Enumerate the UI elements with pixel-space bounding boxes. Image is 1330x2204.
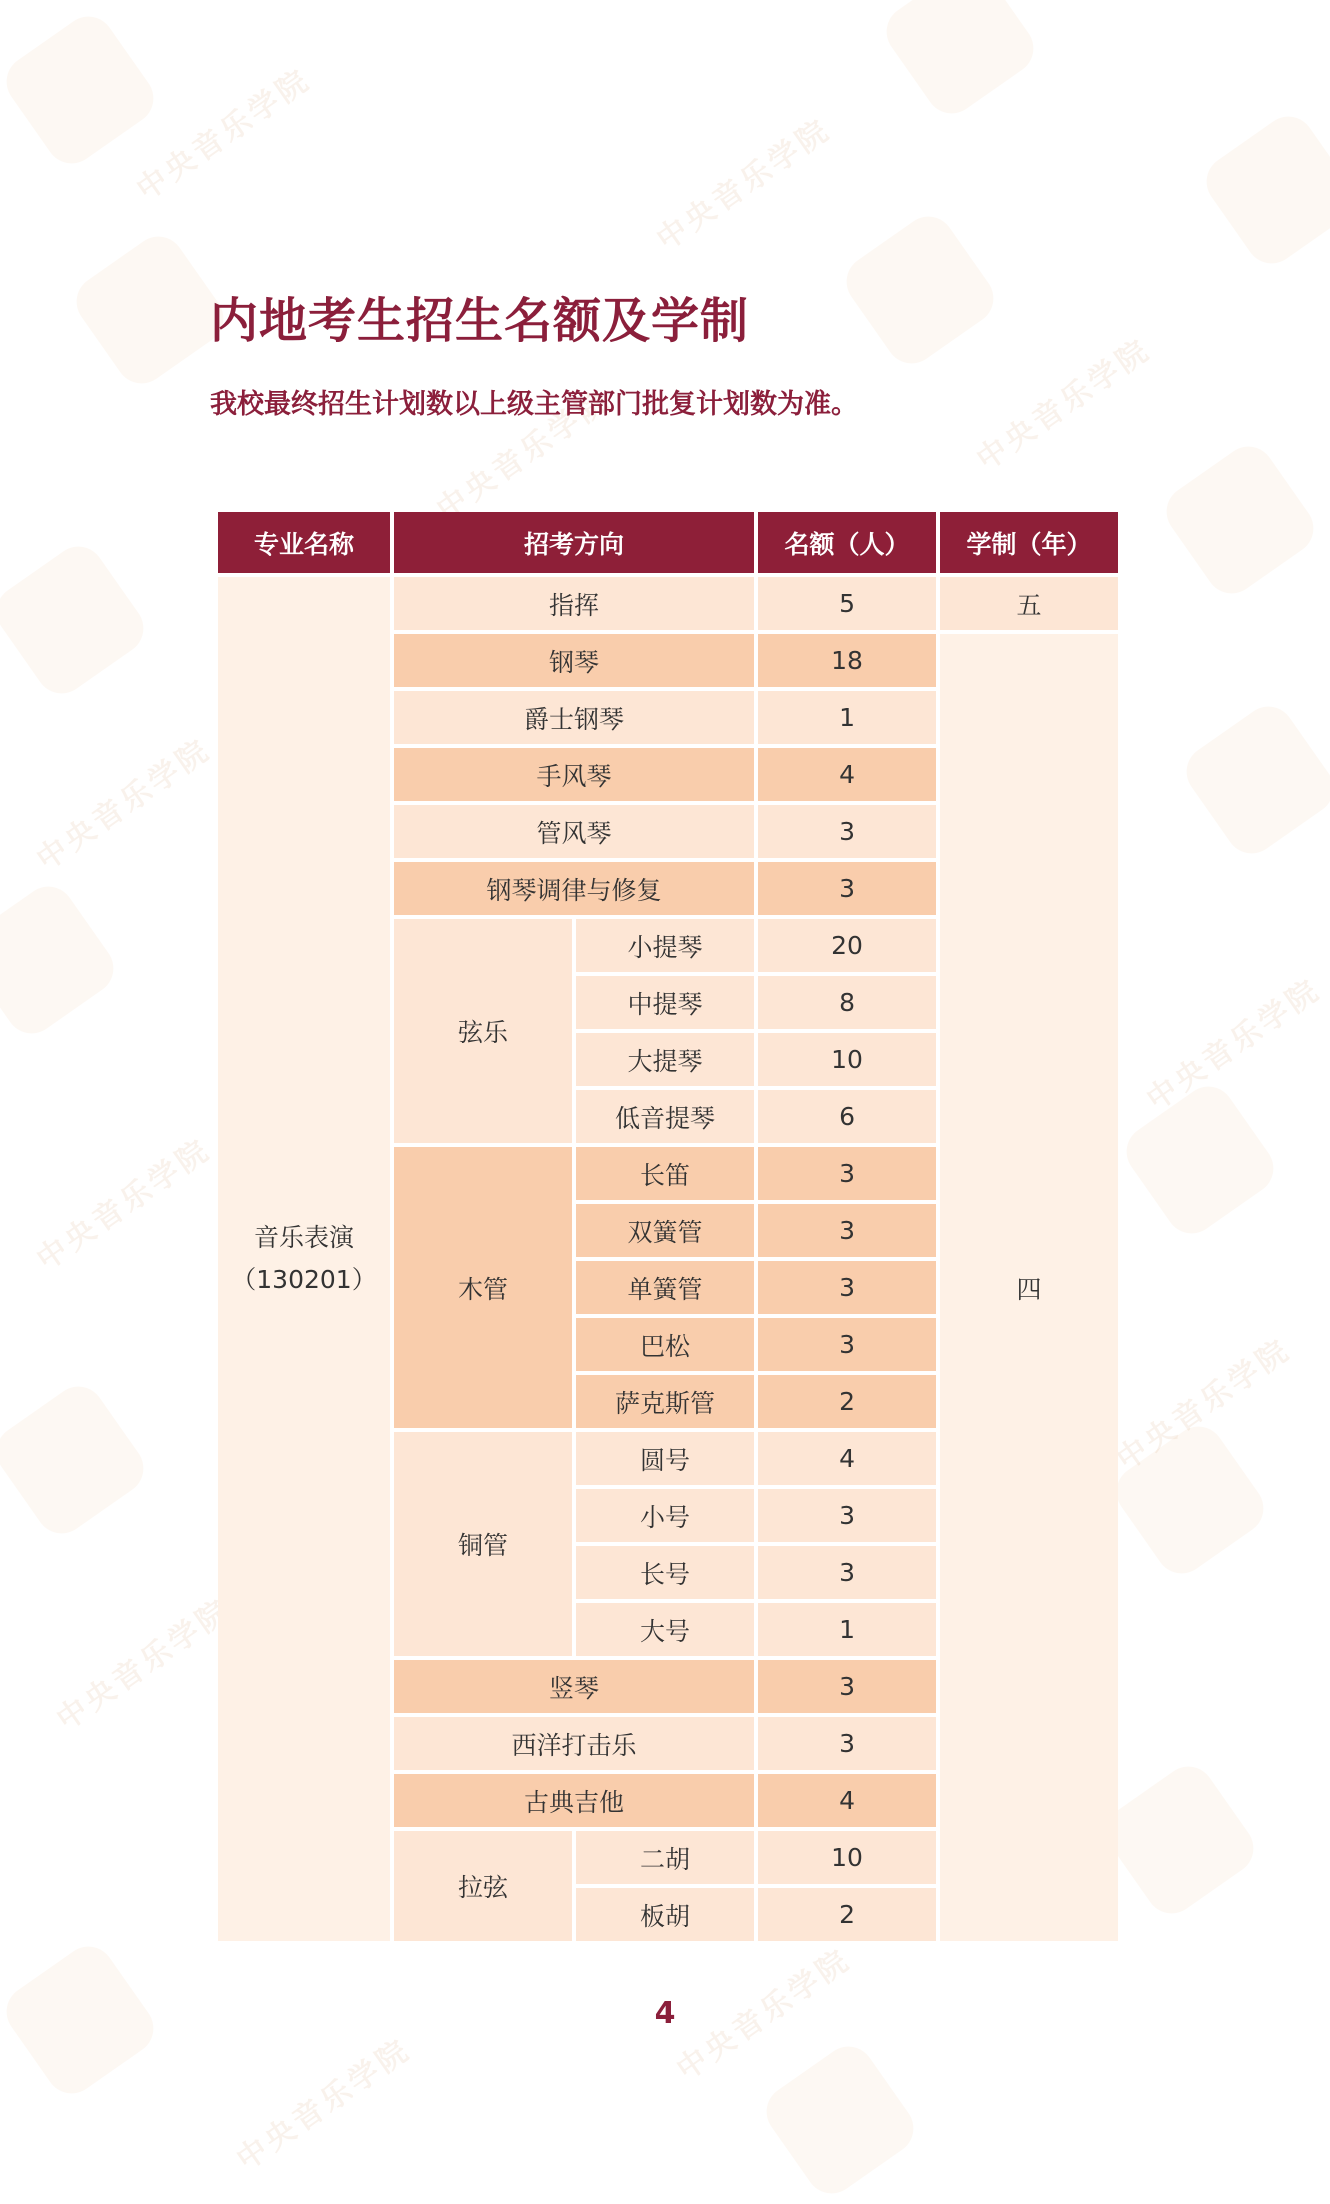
group-cell-brass: 铜管 — [394, 1432, 572, 1656]
quota-cell: 8 — [758, 976, 936, 1029]
quota-cell: 4 — [758, 1432, 936, 1485]
major-code: （130201） — [231, 1265, 377, 1294]
quota-cell: 3 — [758, 1147, 936, 1200]
direction-cell: 管风琴 — [394, 805, 754, 858]
header-direction: 招考方向 — [394, 512, 754, 573]
quota-cell: 5 — [758, 577, 936, 630]
quota-cell: 6 — [758, 1090, 936, 1143]
watermark-logo — [66, 226, 233, 393]
quota-cell: 1 — [758, 691, 936, 744]
direction-cell: 指挥 — [394, 577, 754, 630]
direction-cell: 大提琴 — [576, 1033, 754, 1086]
direction-cell: 小提琴 — [576, 919, 754, 972]
quota-table — [214, 508, 1122, 1945]
direction-cell: 西洋打击乐 — [394, 1717, 754, 1770]
watermark-text: 中央音乐学院 — [1110, 1332, 1298, 1478]
group-cell-woodwind: 木管 — [394, 1147, 572, 1428]
watermark-logo — [0, 536, 154, 703]
quota-cell: 3 — [758, 1717, 936, 1770]
direction-cell: 大号 — [576, 1603, 754, 1656]
direction-cell: 手风琴 — [394, 748, 754, 801]
watermark-logo — [756, 2036, 923, 2203]
watermark-logo — [1116, 1076, 1283, 1243]
quota-cell: 2 — [758, 1888, 936, 1941]
direction-cell: 爵士钢琴 — [394, 691, 754, 744]
watermark-text: 中央音乐学院 — [430, 382, 618, 528]
watermark-text: 中央音乐学院 — [650, 112, 838, 258]
watermark-logo — [836, 206, 1003, 373]
watermark-text: 中央音乐学院 — [1140, 972, 1328, 1118]
direction-cell: 板胡 — [576, 1888, 754, 1941]
watermark-logo — [1156, 436, 1323, 603]
direction-cell: 竖琴 — [394, 1660, 754, 1713]
watermark-text: 中央音乐学院 — [670, 1942, 858, 2088]
direction-cell: 古典吉他 — [394, 1774, 754, 1827]
watermark-logo — [1106, 1416, 1273, 1583]
quota-cell: 4 — [758, 1774, 936, 1827]
direction-cell: 钢琴 — [394, 634, 754, 687]
quota-cell: 10 — [758, 1831, 936, 1884]
watermark-text: 中央音乐学院 — [30, 1132, 218, 1278]
quota-cell: 4 — [758, 748, 936, 801]
direction-cell: 巴松 — [576, 1318, 754, 1371]
years-cell: 五 — [940, 577, 1118, 630]
quota-cell: 20 — [758, 919, 936, 972]
header-major: 专业名称 — [218, 512, 390, 573]
years-cell: 四 — [940, 634, 1118, 1941]
quota-cell: 2 — [758, 1375, 936, 1428]
table-row — [218, 577, 1118, 630]
table-header-row — [218, 512, 1118, 573]
major-name: 音乐表演 — [253, 1223, 354, 1252]
watermark-logo — [0, 876, 124, 1043]
group-cell-lahsien: 拉弦 — [394, 1831, 572, 1941]
watermark-text: 中央音乐学院 — [30, 732, 218, 878]
quota-cell: 3 — [758, 1546, 936, 1599]
quota-cell: 10 — [758, 1033, 936, 1086]
quota-cell: 3 — [758, 1489, 936, 1542]
quota-cell: 1 — [758, 1603, 936, 1656]
quota-cell: 3 — [758, 1261, 936, 1314]
direction-cell: 钢琴调律与修复 — [394, 862, 754, 915]
direction-cell: 圆号 — [576, 1432, 754, 1485]
page-title: 内地考生招生名额及学制 — [210, 293, 750, 349]
header-quota: 名额（人） — [758, 512, 936, 573]
watermark-logo — [0, 6, 164, 173]
watermark-text: 中央音乐学院 — [970, 332, 1158, 478]
direction-cell: 二胡 — [576, 1831, 754, 1884]
watermark-text: 中央音乐学院 — [230, 2032, 418, 2178]
direction-cell: 长号 — [576, 1546, 754, 1599]
quota-cell: 3 — [758, 862, 936, 915]
watermark-logo — [1196, 106, 1330, 273]
direction-cell: 单簧管 — [576, 1261, 754, 1314]
direction-cell: 小号 — [576, 1489, 754, 1542]
header-years: 学制（年） — [940, 512, 1118, 573]
page-subtitle: 我校最终招生计划数以上级主管部门批复计划数为准。 — [210, 389, 858, 420]
major-cell — [218, 577, 390, 1941]
direction-cell: 长笛 — [576, 1147, 754, 1200]
quota-cell: 3 — [758, 1204, 936, 1257]
direction-cell: 双簧管 — [576, 1204, 754, 1257]
direction-cell: 中提琴 — [576, 976, 754, 1029]
quota-cell: 18 — [758, 634, 936, 687]
quota-cell: 3 — [758, 1660, 936, 1713]
watermark-logo — [0, 1376, 154, 1543]
watermark-text: 中央音乐学院 — [130, 62, 318, 208]
direction-cell: 低音提琴 — [576, 1090, 754, 1143]
quota-cell: 3 — [758, 805, 936, 858]
direction-cell: 萨克斯管 — [576, 1375, 754, 1428]
quota-cell: 3 — [758, 1318, 936, 1371]
watermark-logo — [1176, 696, 1330, 863]
group-cell-strings: 弦乐 — [394, 919, 572, 1143]
watermark-logo — [876, 0, 1043, 124]
watermark-text: 中央音乐学院 — [50, 1592, 238, 1738]
page-number: 4 — [654, 1996, 676, 2031]
